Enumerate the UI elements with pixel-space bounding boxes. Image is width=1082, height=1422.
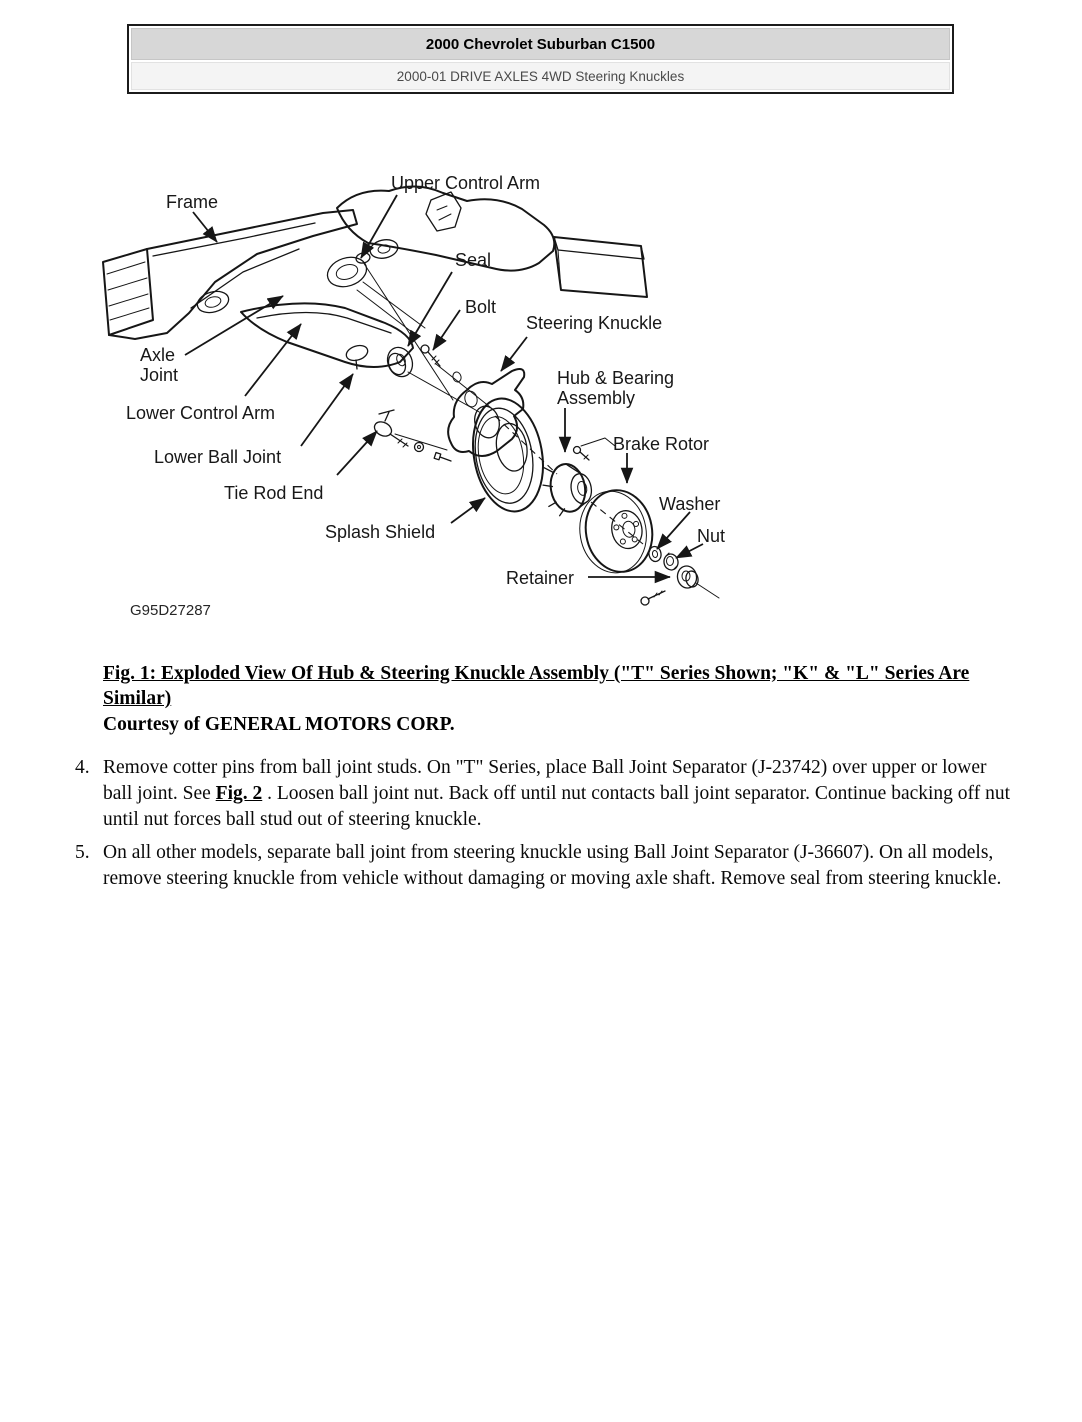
label-tie-rod-end: Tie Rod End	[224, 483, 324, 503]
label-frame: Frame	[166, 192, 219, 212]
axle-joint-drawing	[324, 253, 425, 336]
label-axle-1: Axle	[140, 345, 176, 365]
arrow-seal	[408, 272, 452, 346]
upper-control-arm-drawing	[337, 186, 554, 270]
tie-rod-end-drawing	[372, 410, 408, 447]
label-upper-control-arm: Upper Control Arm	[391, 173, 541, 193]
figure-caption-text: Fig. 1: Exploded View Of Hub & Steering Knuckle Assembly ("T" Series Shown; "K" & "L" Series Are Similar)	[103, 663, 970, 709]
arrow-nut	[676, 544, 703, 558]
arrow-splash-shield	[451, 498, 485, 523]
step-4-text-after: . Loosen ball joint nut. Back off until nut contacts ball joint separator. Continue backing off nut until nut forces ball stud out of steering knuckle.	[103, 783, 1010, 830]
arrow-axle-joint	[185, 296, 283, 355]
hub-bolt-drawing	[574, 438, 616, 460]
cotter-bolt-drawing	[641, 591, 665, 605]
arrow-upper-control-arm	[361, 195, 397, 258]
label-lower-control-arm: Lower Control Arm	[126, 403, 276, 423]
arrow-bolt	[433, 310, 460, 350]
section-subtitle: 2000-01 DRIVE AXLES 4WD Steering Knuckles	[131, 62, 950, 90]
arrow-tie-rod-end	[337, 431, 377, 475]
step-4-text	[103, 755, 1015, 833]
nut-drawing	[663, 553, 680, 571]
bumper-bracket-drawing	[554, 237, 647, 297]
figure-code: G95D27287	[130, 602, 211, 619]
label-bolt: Bolt	[465, 297, 497, 317]
label-lower-ball-joint: Lower Ball Joint	[154, 447, 282, 467]
step-5-text: On all other models, separate ball joint from steering knuckle using Ball Joint Separator (J-36607). On all models, remove steering knuckle from vehicle without damaging or moving axle shaft. Remove seal from steering knuckle.	[103, 842, 1002, 889]
retainer-drawing	[676, 565, 700, 590]
label-nut: Nut	[697, 526, 726, 546]
label-axle-2: Joint	[140, 365, 179, 385]
label-steering-knuckle: Steering Knuckle	[526, 313, 663, 333]
arrow-washer	[657, 512, 690, 549]
vehicle-title: 2000 Chevrolet Suburban C1500	[131, 28, 950, 60]
label-splash-shield: Splash Shield	[325, 522, 436, 542]
frame-drawing	[103, 210, 357, 339]
step-4-number: 4.	[75, 757, 90, 778]
step-5	[75, 840, 1017, 892]
label-washer: Washer	[659, 494, 721, 514]
vehicle-header-box	[127, 24, 954, 94]
figure-courtesy: Courtesy of GENERAL MOTORS CORP.	[103, 714, 455, 735]
step-4	[75, 755, 1017, 833]
fig-2-link[interactable]: Fig. 2	[215, 783, 263, 804]
figure-caption	[103, 661, 1031, 711]
arrow-lower-ball-joint	[301, 374, 353, 446]
procedure-steps	[75, 755, 1017, 899]
label-seal: Seal	[455, 250, 492, 270]
label-hub-bearing-2: Assembly	[557, 388, 636, 408]
step-5-number: 5.	[75, 842, 90, 863]
label-retainer: Retainer	[506, 568, 575, 588]
exploded-view-svg	[95, 150, 767, 632]
axis-tail-line	[696, 583, 719, 598]
hub-bearing-drawing	[540, 460, 595, 517]
label-hub-bearing-1: Hub & Bearing	[557, 368, 675, 388]
figure-1-diagram	[95, 150, 767, 632]
arrow-steering-knuckle	[501, 337, 527, 371]
label-brake-rotor: Brake Rotor	[613, 434, 710, 454]
figure-caption-block	[103, 661, 1031, 737]
brake-rotor-drawing	[573, 485, 658, 578]
step-4-text-before: Remove cotter pins from ball joint studs. On "T" Series, place Ball Joint Separator (J-23742) over upper or lower ball joint. See	[103, 757, 987, 804]
